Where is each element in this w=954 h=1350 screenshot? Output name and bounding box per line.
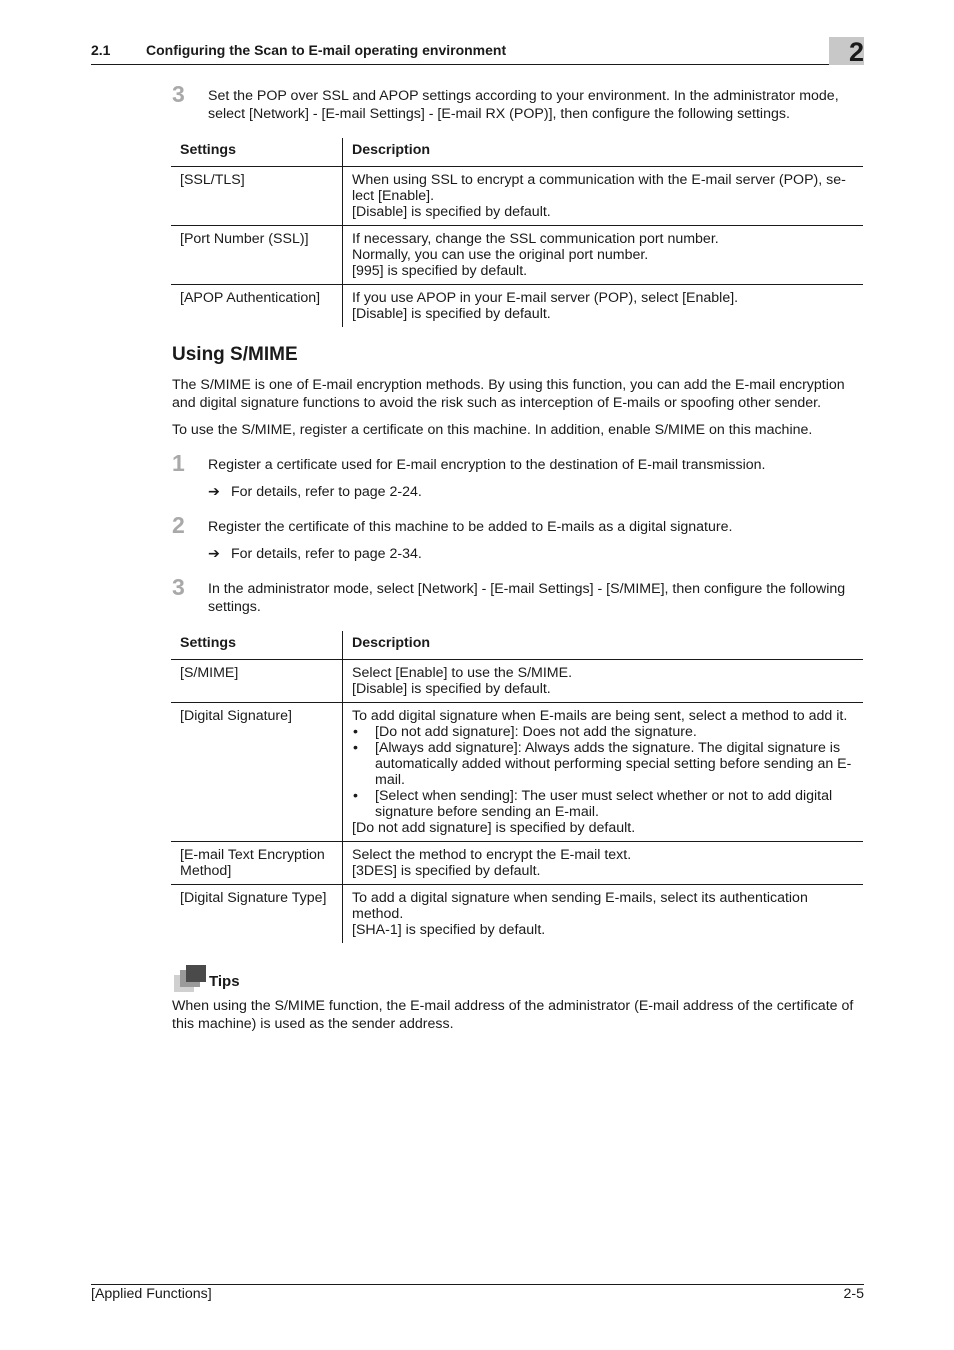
tips-icon (174, 965, 206, 993)
step-text: In the administrator mode, select [Network] - [E-mail Settings] - [S/MIME], then configure the following settings. (208, 581, 846, 615)
section-title: Configuring the Scan to E-mail operating environment (146, 42, 507, 58)
step-number: 3 (172, 574, 185, 600)
reference-line (208, 545, 422, 563)
step-text: Register a certificate used for E-mail encryption to the destination of E-mail transmission. (208, 457, 766, 473)
setting-name: [E-mail Text Encryption Method] (171, 842, 343, 885)
arrow-icon: ➔ (208, 546, 220, 562)
setting-description: If you use APOP in your E-mail server (POP), select [Enable]. [Disable] is specified by default. (352, 290, 739, 322)
chapter-number: 2 (848, 37, 864, 67)
table-row (171, 226, 863, 285)
reference-line (208, 483, 422, 501)
list-item: • [Always add signature]: Always adds the signature. The digital signature is automatically added without performing special setting before sending an E-mail. (352, 740, 857, 788)
smime-settings-table (171, 631, 863, 943)
paragraph: To use the S/MIME, register a certificate on this machine. In addition, enable S/MIME on this machine. (172, 422, 813, 438)
table-row (171, 703, 863, 842)
table-row (171, 285, 863, 328)
setting-name: [S/MIME] (171, 660, 343, 703)
step-number: 3 (172, 81, 185, 107)
section-number: 2.1 (91, 42, 111, 58)
arrow-icon: ➔ (208, 484, 220, 500)
list-item: • [Do not add signature]: Does not add the signature. (352, 724, 857, 740)
setting-description: Select [Enable] to use the S/MIME. [Disable] is specified by default. (343, 660, 864, 703)
step-number: 2 (172, 512, 185, 538)
paragraph: The S/MIME is one of E-mail encryption methods. By using this function, you can add the E-mail encryption and digital signature functions to avoid the risk such as interception of E-mails or spoofing other sender. (172, 377, 845, 411)
table-row (171, 660, 863, 703)
option-list (352, 724, 857, 820)
footer-title: [Applied Functions] (91, 1286, 212, 1302)
column-header-description: Description (343, 631, 864, 660)
setting-description: When using SSL to encrypt a communication with the E-mail server (POP), se- lect [Enable]. [Disable] is specified by default. (343, 167, 864, 226)
table-row (171, 167, 863, 226)
setting-name: [Port Number (SSL)] (171, 226, 343, 285)
setting-description: To add a digital signature when sending E-mails, select its authentication method. [SHA-1] is specified by default. (352, 890, 808, 938)
list-item: • [Select when sending]: The user must select whether or not to add digital signature before sending an E-mail. (352, 788, 857, 820)
setting-description: Select the method to encrypt the E-mail text. [3DES] is specified by default. (343, 842, 864, 885)
footer-rule (91, 1284, 864, 1285)
setting-name: [APOP Authentication] (171, 285, 343, 328)
column-header-settings: Settings (171, 631, 343, 660)
tips-text: When using the S/MIME function, the E-mail address of the administrator (E-mail address of the certificate of this machine) is used as the sender address. (172, 998, 854, 1032)
table-row (171, 885, 863, 944)
step-number: 1 (172, 450, 185, 476)
table-row (171, 842, 863, 885)
column-header-description: Description (343, 138, 864, 167)
column-header-settings: Settings (171, 138, 343, 167)
setting-name: [SSL/TLS] (171, 167, 343, 226)
setting-name: [Digital Signature Type] (171, 885, 343, 944)
step-text: Set the POP over SSL and APOP settings according to your environment. In the administrator mode, select [Network] - [E-mail Settings] - [E-mail RX (POP)], then configure the following settings. (208, 88, 839, 122)
setting-description: To add digital signature when E-mails are being sent, select a method to add it. • [Do not add signature]: Does not add the signature. • [Always add signature]: Always adds the signature. The digital signature is automatically added without performing special setting before sending an E-mail. • [Select when sending]: The user must select whether or not to add digital signature before sending an E-mail. [Do not add signature] is specified by default. (343, 703, 864, 842)
pop-settings-table (171, 138, 863, 327)
setting-description: If necessary, change the SSL communication port number. Normally, you can use the original port number. [995] is specified by default. (343, 226, 864, 285)
page-number: 2-5 (843, 1286, 864, 1302)
header-rule (91, 64, 864, 65)
setting-name: [Digital Signature] (171, 703, 343, 842)
page-reference: For details, refer to page 2-24. (231, 484, 422, 500)
tips-label: Tips (209, 973, 240, 990)
step-text: Register the certificate of this machine to be added to E-mails as a digital signature. (208, 519, 733, 535)
page-reference: For details, refer to page 2-34. (231, 546, 422, 562)
section-heading: Using S/MIME (172, 344, 298, 365)
